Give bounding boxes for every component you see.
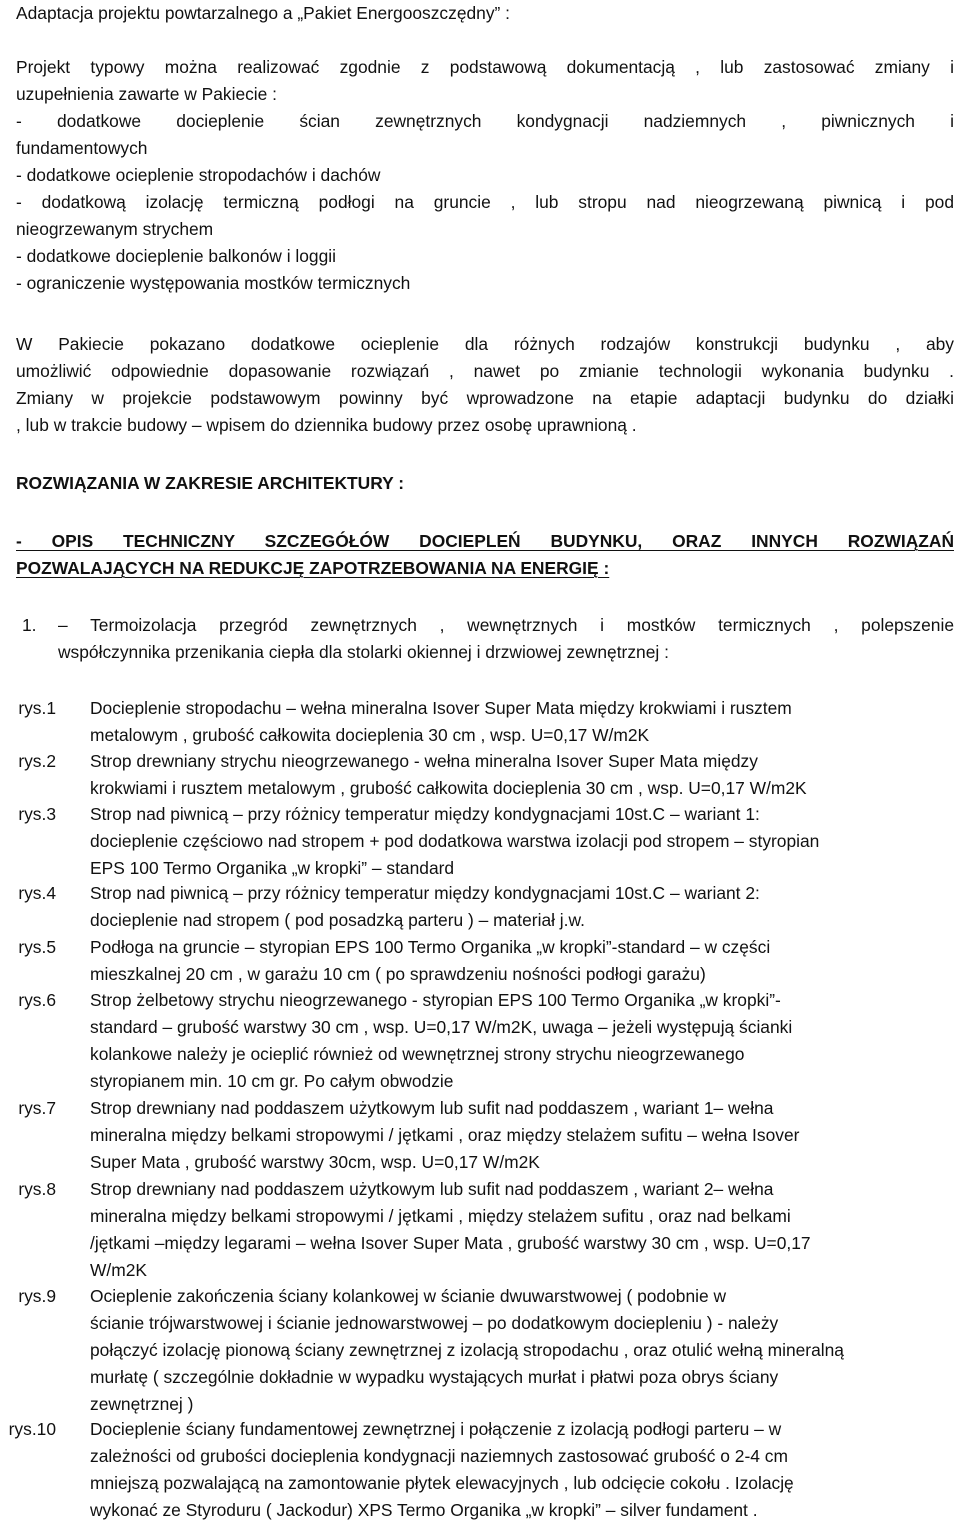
- figure-label: rys.2: [18, 751, 56, 771]
- figure-description: [90, 1283, 942, 1418]
- figure-line: murłatę ( szczególnie dokładnie w wypadku wystających murłat i płatwi poza obrys ściany: [90, 1367, 779, 1387]
- intro-line: - dodatkowe docieplenie ścian zewnętrznych kondygnacji nadziemnych , piwnicznych i: [16, 111, 954, 131]
- figure-line: ścianie trójwarstwowej i ścianie jednowarstwowej – po dodatkowym dociepleniu ) - należy: [90, 1313, 779, 1333]
- intro-line: - dodatkowe docieplenie balkonów i loggii: [16, 246, 337, 266]
- figure-line: mineralna między belkami stropowymi / jętkami , między stelażem sufitu , oraz nad belkami: [90, 1206, 791, 1226]
- figure-label: rys.3: [18, 804, 56, 824]
- figure-line: Strop drewniany nad poddaszem użytkowym lub sufit nad poddaszem , wariant 2– wełna: [90, 1179, 774, 1199]
- section-title: [16, 470, 954, 497]
- figure-label: rys.9: [18, 1286, 56, 1306]
- figure-line: Docieplenie stropodachu – wełna mineralna Isover Super Mata między krokwiami i rusztem: [90, 698, 792, 718]
- figure-line: wykonać ze Styroduru ( Jackodur) XPS Termo Organika „w kropki” – silver fundament .: [90, 1500, 758, 1520]
- figure-line: standard – grubość warstwy 30 cm , wsp. U=0,17 W/m2K, uwaga – jeżeli występują ścianki: [90, 1017, 793, 1037]
- intro-line: nieogrzewanym strychem: [16, 219, 214, 239]
- figure-description: [90, 695, 942, 749]
- figure-line: Strop żelbetowy strychu nieogrzewanego - styropian EPS 100 Termo Organika „w kropki”-: [90, 990, 781, 1010]
- item-text: [58, 612, 954, 666]
- figure-label: rys.6: [18, 990, 56, 1010]
- figure-label: rys.1: [18, 698, 56, 718]
- paragraph-line: Zmiany w projekcie podstawowym powinny być wprowadzone na etapie adaptacji budynku do działki: [16, 388, 954, 408]
- intro-line: - dodatkową izolację termiczną podłogi na gruncie , lub stropu nad nieogrzewaną piwnicą i pod: [16, 192, 954, 212]
- figure-line: kolankowe należy je ocieplić również od wewnętrznej strony strychu nieogrzewanego: [90, 1044, 745, 1064]
- figure-label: rys.5: [18, 937, 56, 957]
- figure-line: mineralna między belkami stropowymi / jętkami , oraz między stelażem sufitu – wełna Isover: [90, 1125, 800, 1145]
- document-heading: [16, 0, 954, 27]
- figure-description: [90, 934, 942, 988]
- figure-line: połączyć izolację pionową ściany zewnętrznej z izolacją stropodachu , oraz otulić wełną mineralną: [90, 1340, 844, 1360]
- subsection-title: [16, 528, 954, 582]
- item-line: współczynnika przenikania ciepła dla stolarki okiennej i drzwiowej zewnętrznej :: [58, 642, 669, 662]
- figure-line: Docieplenie ściany fundamentowej zewnętrznej i połączenie z izolacją podłogi parteru – w: [90, 1419, 782, 1439]
- item-number: 1.: [22, 615, 37, 635]
- description-paragraph: [16, 331, 954, 439]
- intro-line: - dodatkowe ocieplenie stropodachów i dachów: [16, 165, 381, 185]
- paragraph-line: umożliwić odpowiednie dopasowanie rozwiązań , nawet po zmianie technologii wykonania budynku .: [16, 361, 954, 381]
- figure-line: docieplenie nad stropem ( pod posadzką parteru ) – materiał j.w.: [90, 910, 585, 930]
- figure-line: mniejszą pozwalającą na zamontowanie płytek elewacyjnych , lub odcięcie cokołu . Izolację: [90, 1473, 794, 1493]
- figure-line: metalowym , grubość całkowita docieplenia 30 cm , wsp. U=0,17 W/m2K: [90, 725, 650, 745]
- figure-label: rys.8: [18, 1179, 56, 1199]
- section-title-text: ROZWIĄZANIA W ZAKRESIE ARCHITEKTURY :: [16, 473, 405, 493]
- heading-text: Adaptacja projektu powtarzalnego a „Pakiet Energooszczędny” :: [16, 3, 510, 23]
- figure-line: krokwiami i rusztem metalowym , grubość całkowita docieplenia 30 cm , wsp. U=0,17 W/m2K: [90, 778, 807, 798]
- figure-line: Strop drewniany nad poddaszem użytkowym lub sufit nad poddaszem , wariant 1– wełna: [90, 1098, 774, 1118]
- figure-line: Strop nad piwnicą – przy różnicy temperatur między kondygnacjami 10st.C – wariant 1:: [90, 804, 760, 824]
- figure-line: zależności od grubości docieplenia kondygnacji naziemnych zastosować grubość o 2-4 cm: [90, 1446, 788, 1466]
- subsection-line: - OPIS TECHNICZNY SZCZEGÓŁÓW DOCIEPLEŃ BUDYNKU, ORAZ INNYCH ROZWIĄZAŃ: [16, 531, 954, 551]
- intro-line: uzupełnienia zawarte w Pakiecie :: [16, 84, 278, 104]
- figure-line: Ocieplenie zakończenia ściany kolankowej w ścianie dwuwarstwowej ( podobnie w: [90, 1286, 727, 1306]
- figure-description: [90, 1176, 942, 1284]
- intro-line: - ograniczenie występowania mostków termicznych: [16, 273, 411, 293]
- figure-line: docieplenie częściowo nad stropem + pod dodatkowa warstwa izolacji pod stropem – styropian: [90, 831, 820, 851]
- figure-line: Podłoga na gruncie – styropian EPS 100 Termo Organika „w kropki”-standard – w części: [90, 937, 771, 957]
- figure-description: [90, 880, 942, 934]
- figure-line: zewnętrznej ): [90, 1394, 194, 1414]
- paragraph-line: W Pakiecie pokazano dodatkowe ocieplenie dla różnych rodzajów konstrukcji budynku , aby: [16, 334, 954, 354]
- figure-line: Strop drewniany strychu nieogrzewanego - wełna mineralna Isover Super Mata między: [90, 751, 758, 771]
- figure-description: [90, 801, 942, 882]
- figure-description: [90, 1095, 942, 1176]
- figure-line: Super Mata , grubość warstwy 30cm, wsp. U=0,17 W/m2K: [90, 1152, 540, 1172]
- paragraph-line: , lub w trakcie budowy – wpisem do dziennika budowy przez osobę uprawnioną .: [16, 415, 637, 435]
- figure-description: [90, 987, 942, 1095]
- figure-line: Strop nad piwnicą – przy różnicy temperatur między kondygnacjami 10st.C – wariant 2:: [90, 883, 760, 903]
- figure-label: rys.10: [8, 1419, 56, 1439]
- figure-label: rys.4: [18, 883, 56, 903]
- intro-block: [16, 54, 954, 297]
- intro-line: fundamentowych: [16, 138, 148, 158]
- figure-line: W/m2K: [90, 1260, 148, 1280]
- figure-description: [90, 1416, 942, 1524]
- figure-line: styropianem min. 10 cm gr. Po całym obwodzie: [90, 1071, 454, 1091]
- figure-line: mieszkalnej 20 cm , w garażu 10 cm ( po sprawdzeniu nośności podłogi garażu): [90, 964, 706, 984]
- figure-line: /jętkami –między legarami – wełna Isover Super Mata , grubość warstwy 30 cm , wsp. U=0,17: [90, 1233, 811, 1253]
- numbered-item-1: [16, 612, 954, 666]
- subsection-line: POZWALAJĄCYCH NA REDUKCJĘ ZAPOTRZEBOWANIA NA ENERGIĘ :: [16, 558, 610, 578]
- item-line: – Termoizolacja przegród zewnętrznych , wewnętrznych i mostków termicznych , polepszenie: [58, 615, 954, 635]
- figure-line: EPS 100 Termo Organika „w kropki” – standard: [90, 858, 455, 878]
- figure-label: rys.7: [18, 1098, 56, 1118]
- figure-description: [90, 748, 942, 802]
- intro-line: Projekt typowy można realizować zgodnie z podstawową dokumentacją , lub zastosować zmiany i: [16, 57, 954, 77]
